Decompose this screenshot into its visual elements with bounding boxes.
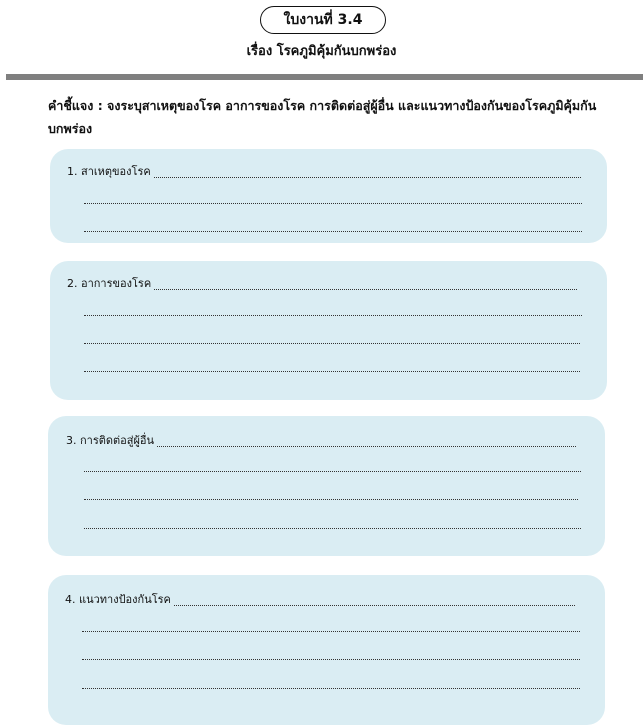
header-divider	[6, 74, 643, 80]
question-1-answer-line-2[interactable]	[84, 203, 582, 204]
question-2-answer-line-4[interactable]	[84, 371, 580, 372]
question-3-answer-line-2[interactable]	[84, 471, 581, 472]
question-4-answer-line-3[interactable]	[82, 659, 580, 660]
question-4-answer-line-4[interactable]	[82, 688, 580, 689]
question-2-row	[67, 276, 577, 290]
question-2-answer-line-2[interactable]	[84, 315, 582, 316]
question-4-answer-line-2[interactable]	[82, 631, 580, 632]
question-1-label: 1. สาเหตุของโรค	[67, 165, 151, 178]
question-4-answer-line[interactable]	[174, 595, 575, 606]
question-3-answer-line-4[interactable]	[84, 528, 581, 529]
question-3-answer-line-3[interactable]	[84, 499, 578, 500]
question-2-answer-line-3[interactable]	[84, 343, 580, 344]
question-4-label: 4. แนวทางป้องกันโรค	[65, 593, 171, 606]
worksheet-title: ใบงานที่ 3.4	[283, 12, 363, 28]
instructions-text: คำชี้แจง : จงระบุสาเหตุของโรค อาการของโรค การติดต่อสู่ผู้อื่น และแนวทางป้องกันของโรคภูมิคุ้มกันบกพร่อง	[48, 98, 597, 136]
question-1-row	[67, 164, 581, 178]
worksheet-title-badge	[260, 6, 386, 34]
question-2-label: 2. อาการของโรค	[67, 277, 152, 290]
question-3-answer-line[interactable]	[157, 436, 576, 447]
question-4-row	[65, 592, 575, 606]
question-2-answer-line[interactable]	[154, 279, 577, 290]
question-1-answer-line-3[interactable]	[84, 231, 582, 232]
question-1-answer-line[interactable]	[154, 167, 581, 178]
question-3-label: 3. การติดต่อสู่ผู้อื่น	[66, 434, 155, 447]
question-3-row	[66, 433, 576, 447]
worksheet-subject: เรื่อง โรคภูมิคุ้มกันบกพร่อง	[246, 44, 397, 59]
